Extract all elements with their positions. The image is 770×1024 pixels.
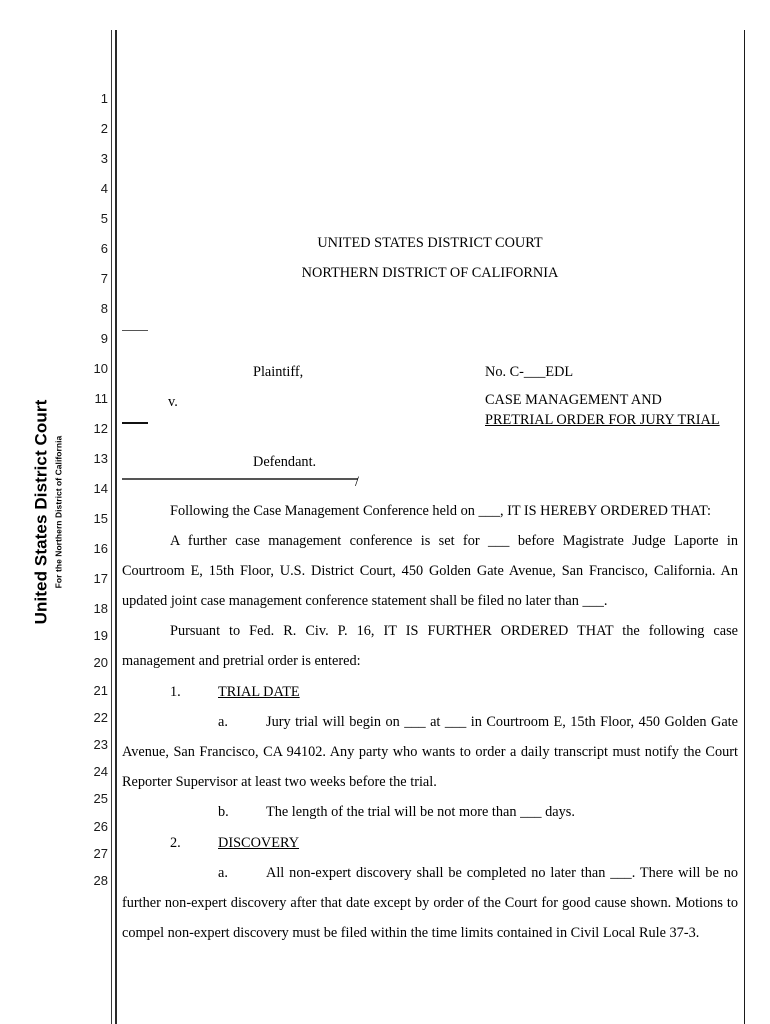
document-body <box>122 30 738 1024</box>
line-number-15: 15 <box>93 511 108 526</box>
paragraph-pursuant: Pursuant to Fed. R. Civ. P. 16, IT IS FURTHER ORDERED THAT the following case management and pretrial order is entered: <box>122 623 738 669</box>
line-number-16: 16 <box>93 541 108 556</box>
line-number-17: 17 <box>93 571 108 586</box>
line-number-19: 19 <box>93 628 108 644</box>
line-number-14: 14 <box>93 481 108 496</box>
case-number: No. C-___EDL <box>485 364 574 380</box>
line-number-20: 20 <box>93 655 108 671</box>
line-number-1: 1 <box>100 91 108 106</box>
line-number-5: 5 <box>100 211 108 226</box>
court-heading-line-1: UNITED STATES DISTRICT COURT <box>317 235 543 251</box>
sub-item-1a-text: Jury trial will begin on ___ at ___ in Courtroom E, 15th Floor, 450 Golden Gate Avenue, San Francisco, CA 94102. Any party who wants to order a daily transcript must notify the Court Reporter Supervisor at least two weeks before the trial. <box>122 714 738 790</box>
sub-item-1a-marker: a. <box>218 714 228 730</box>
caption-bottom-rule <box>122 478 358 480</box>
list-item-2 <box>122 828 738 858</box>
line-number-18: 18 <box>93 601 108 616</box>
list-item-1 <box>122 677 738 707</box>
caption-closing-slash: / <box>355 474 359 490</box>
defendant-label: Defendant. <box>253 454 317 470</box>
line-number-9: 9 <box>100 331 108 346</box>
versus-label: v. <box>168 394 178 410</box>
sidebar-rotated-text <box>32 400 63 625</box>
paragraph-intro: Following the Case Management Conference held on ___, IT IS HEREBY ORDERED THAT: <box>170 503 712 519</box>
sub-item-1b-text: The length of the trial will be not more than ___ days. <box>266 804 575 820</box>
defendant-name-blank <box>122 422 148 424</box>
line-number-21: 21 <box>93 682 108 698</box>
court-heading-line-2: NORTHERN DISTRICT OF CALIFORNIA <box>301 265 559 281</box>
order-title <box>485 390 720 430</box>
line-number-23: 23 <box>93 737 108 752</box>
sub-item-1b-marker: b. <box>218 804 229 820</box>
line-number-4: 4 <box>100 181 108 196</box>
right-margin-rule <box>744 30 745 1024</box>
left-margin-rule-inner <box>115 30 117 1024</box>
line-number-22: 22 <box>93 709 108 725</box>
sub-item-1a <box>122 707 738 797</box>
line-number-24: 24 <box>93 764 108 780</box>
line-number-8: 8 <box>100 301 108 316</box>
sidebar-court-title: United States District Court <box>31 399 51 625</box>
line-number-27: 27 <box>93 845 108 861</box>
sub-item-2a <box>122 858 738 948</box>
line-number-3: 3 <box>100 151 108 166</box>
sub-item-2a-text: All non-expert discovery shall be completed no later than ___. There will be no further non-expert discovery after that date except by order of the Court for good cause shown. Motions to compel non-expert discovery must be filed within the time limits contained in Civil Local Rule 37-3. <box>122 865 738 941</box>
left-margin-rule-outer <box>111 30 112 1024</box>
list-item-1-number: 1. <box>170 684 181 700</box>
line-number-11: 11 <box>94 391 108 406</box>
sub-item-2a-marker: a. <box>218 865 228 881</box>
line-number-12: 12 <box>93 421 108 436</box>
plaintiff-label: Plaintiff, <box>253 364 304 380</box>
line-number-25: 25 <box>93 791 108 807</box>
line-number-10: 10 <box>93 361 108 376</box>
paragraph-further-cmc: A further case management conference is set for ___ before Magistrate Judge Laporte in Courtroom E, 15th Floor, U.S. District Court, 450 Golden Gate Avenue, San Francisco, California. An updated joint case management conference statement shall be filed no later than ___. <box>122 533 738 609</box>
list-item-2-label: DISCOVERY <box>218 835 300 851</box>
order-title-line-2: PRETRIAL ORDER FOR JURY TRIAL <box>485 412 720 428</box>
order-title-line-1: CASE MANAGEMENT AND <box>485 392 662 408</box>
plaintiff-name-blank <box>122 330 148 331</box>
sub-item-1b <box>122 797 738 827</box>
line-number-gutter <box>60 30 108 1024</box>
sidebar-court-subtitle: For the Northern District of California <box>53 435 64 589</box>
list-item-1-label: TRIAL DATE <box>218 684 300 700</box>
line-number-13: 13 <box>93 451 108 466</box>
line-number-6: 6 <box>100 241 108 256</box>
line-number-28: 28 <box>93 873 108 888</box>
line-number-2: 2 <box>100 121 108 136</box>
list-item-2-number: 2. <box>170 835 181 851</box>
line-number-7: 7 <box>100 271 108 286</box>
line-number-26: 26 <box>93 818 108 834</box>
